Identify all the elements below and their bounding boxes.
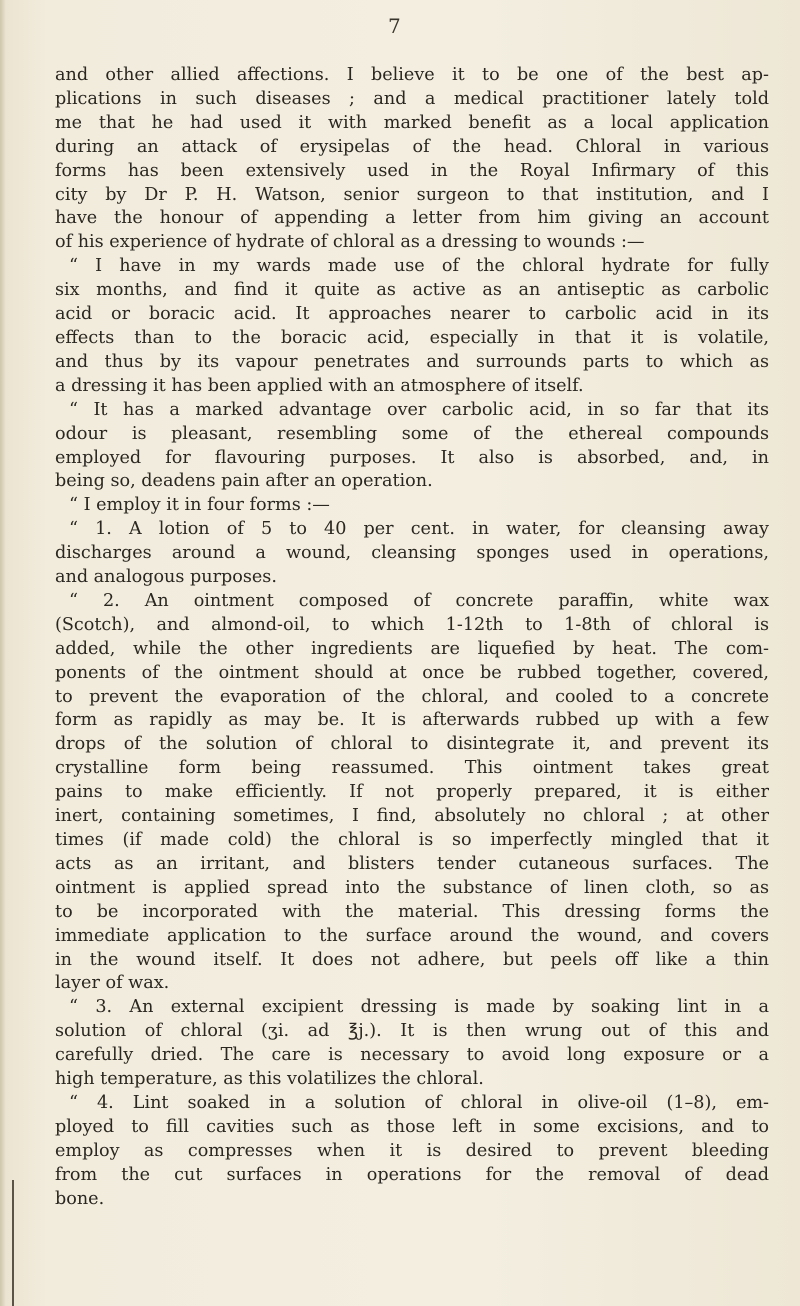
text-line: “ 4. Lint soaked in a solution of chloral in olive-oil (1–8), em- xyxy=(69,1092,769,1113)
text-line: and thus by its vapour penetrates and surrounds parts to which as xyxy=(55,351,769,372)
page-number: 7 xyxy=(388,14,401,38)
text-line: high temperature, as this volatilizes the chloral. xyxy=(55,1069,484,1090)
text-line: bone. xyxy=(55,1188,105,1209)
text-line: crystalline form being reassumed. This ointment takes great xyxy=(55,758,769,779)
text-line: during an attack of erysipelas of the head. Chloral in various xyxy=(55,136,769,157)
text-line: immediate application to the surface around the wound, and covers xyxy=(55,925,769,946)
text-line: odour is pleasant, resembling some of the ethereal compounds xyxy=(55,423,769,444)
text-line: employ as compresses when it is desired to prevent bleeding xyxy=(55,1140,769,1161)
text-line: in the wound itself. It does not adhere, but peels off like a thin xyxy=(55,949,769,970)
text-line: city by Dr P. H. Watson, senior surgeon to that institution, and I xyxy=(55,184,769,205)
text-line: carefully dried. The care is necessary to avoid long exposure or a xyxy=(55,1045,769,1066)
text-line: “ 1. A lotion of 5 to 40 per cent. in water, for cleansing away xyxy=(69,519,769,540)
text-line: acid or boracic acid. It approaches nearer to carbolic acid in its xyxy=(55,304,769,325)
margin-rule xyxy=(12,1180,14,1306)
text-line: times (if made cold) the chloral is so imperfectly mingled that it xyxy=(55,830,769,850)
text-line: of his experience of hydrate of chloral as a dressing to wounds :— xyxy=(55,232,645,253)
text-line: inert, containing sometimes, I find, absolutely no chloral ; at other xyxy=(55,806,769,827)
body-text xyxy=(55,64,769,1212)
text-line: plications in such diseases ; and a medical practitioner lately told xyxy=(55,88,769,109)
text-line: being so, deadens pain after an operation. xyxy=(55,471,433,492)
text-line: form as rapidly as may be. It is afterwards rubbed up with a few xyxy=(55,710,769,731)
text-line: acts as an irritant, and blisters tender cutaneous surfaces. The xyxy=(55,853,769,874)
text-line: to prevent the evaporation of the chloral, and cooled to a concrete xyxy=(55,686,769,707)
text-line: a dressing it has been applied with an atmosphere of itself. xyxy=(55,375,584,396)
text-line: pains to make efficiently. If not properly prepared, it is either xyxy=(55,782,769,803)
text-line: to be incorporated with the material. This dressing forms the xyxy=(55,901,769,922)
text-line: solution of chloral (ʒi. ad ℥j.). It is then wrung out of this and xyxy=(55,1021,769,1042)
text-line: “ 2. An ointment composed of concrete paraffin, white wax xyxy=(69,590,769,611)
text-line: have the honour of appending a letter from him giving an account xyxy=(55,208,769,229)
binding-edge xyxy=(0,0,6,1306)
text-line: effects than to the boracic acid, especially in that it is volatile, xyxy=(55,327,769,348)
text-line: “ I have in my wards made use of the chloral hydrate for fully xyxy=(69,256,769,277)
text-line: “ 3. An external excipient dressing is made by soaking lint in a xyxy=(69,997,769,1018)
text-line: forms has been extensively used in the Royal Infirmary of this xyxy=(55,160,769,181)
text-line: “ It has a marked advantage over carbolic acid, in so far that its xyxy=(69,399,769,420)
text-line: “ I employ it in four forms :— xyxy=(69,495,330,516)
text-line: discharges around a wound, cleansing sponges used in operations, xyxy=(55,543,769,564)
text-line: from the cut surfaces in operations for the removal of dead xyxy=(55,1164,769,1185)
text-line: six months, and find it quite as active as an antiseptic as carbolic xyxy=(55,280,769,301)
text-line: ployed to fill cavities such as those left in some excisions, and to xyxy=(55,1116,769,1137)
text-line: (Scotch), and almond-oil, to which 1-12th to 1-8th of chloral is xyxy=(55,614,769,635)
text-line: me that he had used it with marked benefit as a local application xyxy=(55,112,769,133)
text-line: added, while the other ingredients are liquefied by heat. The com- xyxy=(55,638,769,659)
text-line: and other allied affections. I believe it to be one of the best ap- xyxy=(55,65,769,85)
text-line: drops of the solution of chloral to disintegrate it, and prevent its xyxy=(55,734,769,755)
text-line: ponents of the ointment should at once be rubbed together, covered, xyxy=(55,662,769,683)
text-line: employed for flavouring purposes. It also is absorbed, and, in xyxy=(55,447,769,468)
text-line: layer of wax. xyxy=(55,973,170,994)
text-line: ointment is applied spread into the substance of linen cloth, so as xyxy=(55,877,769,898)
text-line: and analogous purposes. xyxy=(55,567,277,588)
